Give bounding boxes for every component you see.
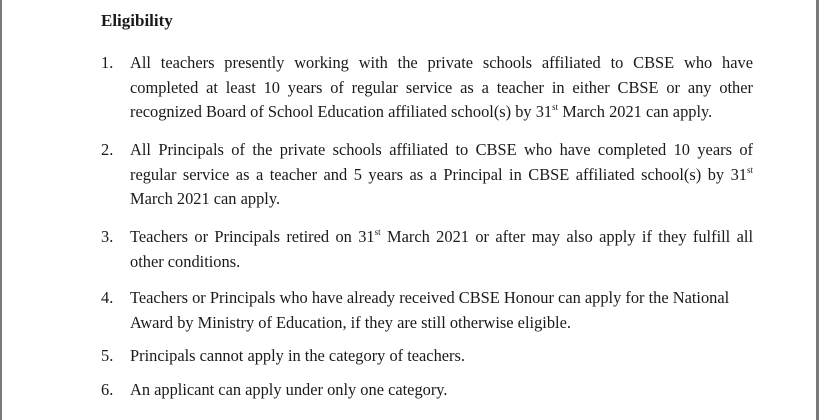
list-item — [101, 51, 753, 125]
list-item-number: 2. — [101, 140, 114, 159]
list-item-text: All Principals of the private schools affiliated to CBSE who have completed 10 years of regular service as a teacher and 5 years as a Principal in CBSE affiliated school(s) by 31st March 2021 can apply. — [130, 140, 753, 208]
list-item-number: 3. — [101, 227, 114, 246]
ordinal-suffix: st — [746, 164, 753, 175]
list-item-text: Principals cannot apply in the category of teachers. — [130, 346, 465, 365]
ordinal-suffix: st — [374, 227, 381, 237]
list-item-number: 5. — [101, 346, 114, 365]
list-item-text: Teachers or Principals who have already received CBSE Honour can apply for the National Award by Ministry of Education, if they are still otherwise eligible. — [130, 288, 730, 332]
list-item-number: 6. — [101, 380, 114, 399]
list-item — [101, 138, 753, 212]
list-item-number: 4. — [101, 288, 114, 307]
list-item — [101, 225, 753, 274]
list-item — [101, 378, 753, 403]
section-heading: Eligibility — [101, 11, 173, 30]
list-item — [101, 344, 753, 369]
list-item-text: All teachers presently working with the private schools affiliated to CBSE who have completed at least 10 years of regular service as a teacher in either CBSE or any other recognized Board of School Education affiliated school(s) by 31st March 2021 can apply. — [130, 53, 753, 121]
list-item — [101, 286, 753, 335]
ordinal-suffix: st — [552, 102, 559, 112]
list-item-text: Teachers or Principals retired on 31st March 2021 or after may also apply if they fulfill all other conditions. — [130, 227, 753, 271]
list-item-text: An applicant can apply under only one category. — [130, 380, 448, 399]
list-item-number: 1. — [101, 53, 114, 72]
